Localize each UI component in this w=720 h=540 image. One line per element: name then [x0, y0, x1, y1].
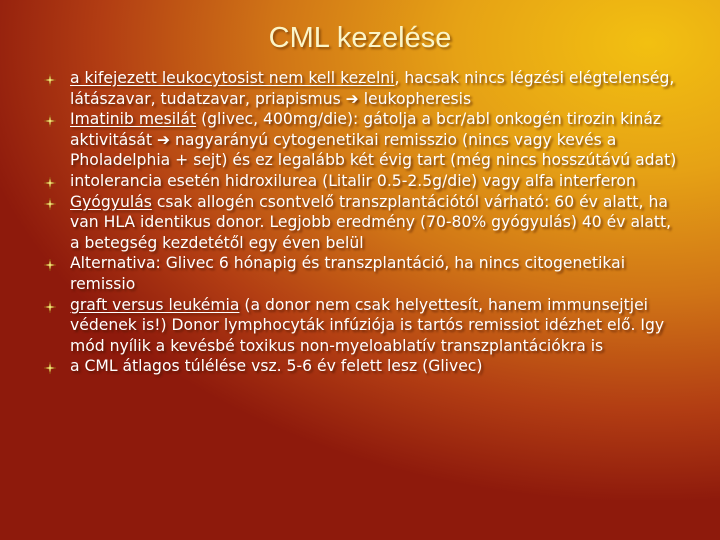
bullet-item [44, 253, 684, 294]
bullet-link[interactable]: a kifejezett leukocytosist nem kell kezelni [70, 69, 395, 87]
bullet-link[interactable]: Gyógyulás [70, 192, 152, 211]
bullet-item [44, 171, 684, 192]
bullet-text: intolerancia esetén hidroxilurea (Litalir 0.5-2.5g/die) vagy alfa interferon [70, 171, 636, 190]
sparkle-bullet-icon [44, 301, 56, 313]
bullet-item [44, 109, 684, 171]
slide-title: CML kezelése [268, 22, 452, 54]
bullet-item [44, 68, 684, 109]
bullet-text-after: leukopheresis [358, 89, 472, 108]
arrow-icon: ➔ [157, 130, 171, 149]
bullet-text: Alternativa: Glivec 6 hónapig és transzplantáció, ha nincs citogenetikai remissio [70, 254, 626, 293]
sparkle-bullet-icon [44, 259, 56, 271]
bullet-link[interactable]: Imatinib mesilát [70, 110, 197, 129]
bullet-text-after: nagyarányú cytogenetikai remisszio (nincs vagy kevés a Pholadelphia + sejt) és ez legalább két évig tart (még nincs hosszútávú adat) [70, 130, 677, 170]
sparkle-bullet-icon [44, 198, 56, 210]
bullet-list [44, 68, 684, 377]
bullet-text: a CML átlagos túlélése vsz. 5-6 év felett lesz (Glivec) [70, 357, 483, 376]
bullet-text: (a donor nem csak helyettesít, hanem immunsejtjei védenek is!) Donor lymphocyták infúziója is tartós remissiot idézhet elő. Igy mód nyílik a kevésbé toxikus non-myeloablatív transzplantációkra is [70, 295, 665, 355]
bullet-item [44, 356, 684, 377]
sparkle-bullet-icon [44, 362, 56, 374]
sparkle-bullet-icon [44, 115, 56, 127]
bullet-text: csak allogén csontvelő transzplantációtól várható: 60 év alatt, ha van HLA identikus donor. Legjobb eredmény (70-80% gyógyulás) 40 év alatt, a betegség kezdetétől egy éven belül [70, 192, 672, 252]
bullet-text: (glivec, 400mg/die): gátolja a bcr/abl onkogén tirozin kináz aktivitását [70, 110, 662, 149]
sparkle-bullet-icon [44, 177, 56, 189]
bullet-item [44, 295, 684, 357]
bullet-item [44, 192, 684, 254]
bullet-text: , hacsak nincs légzési elégtelenség, látászavar, tudatzavar, priapismus [70, 69, 675, 108]
bullet-link[interactable]: graft versus leukémia [70, 295, 240, 314]
sparkle-bullet-icon [44, 74, 56, 86]
arrow-icon: ➔ [345, 89, 359, 108]
